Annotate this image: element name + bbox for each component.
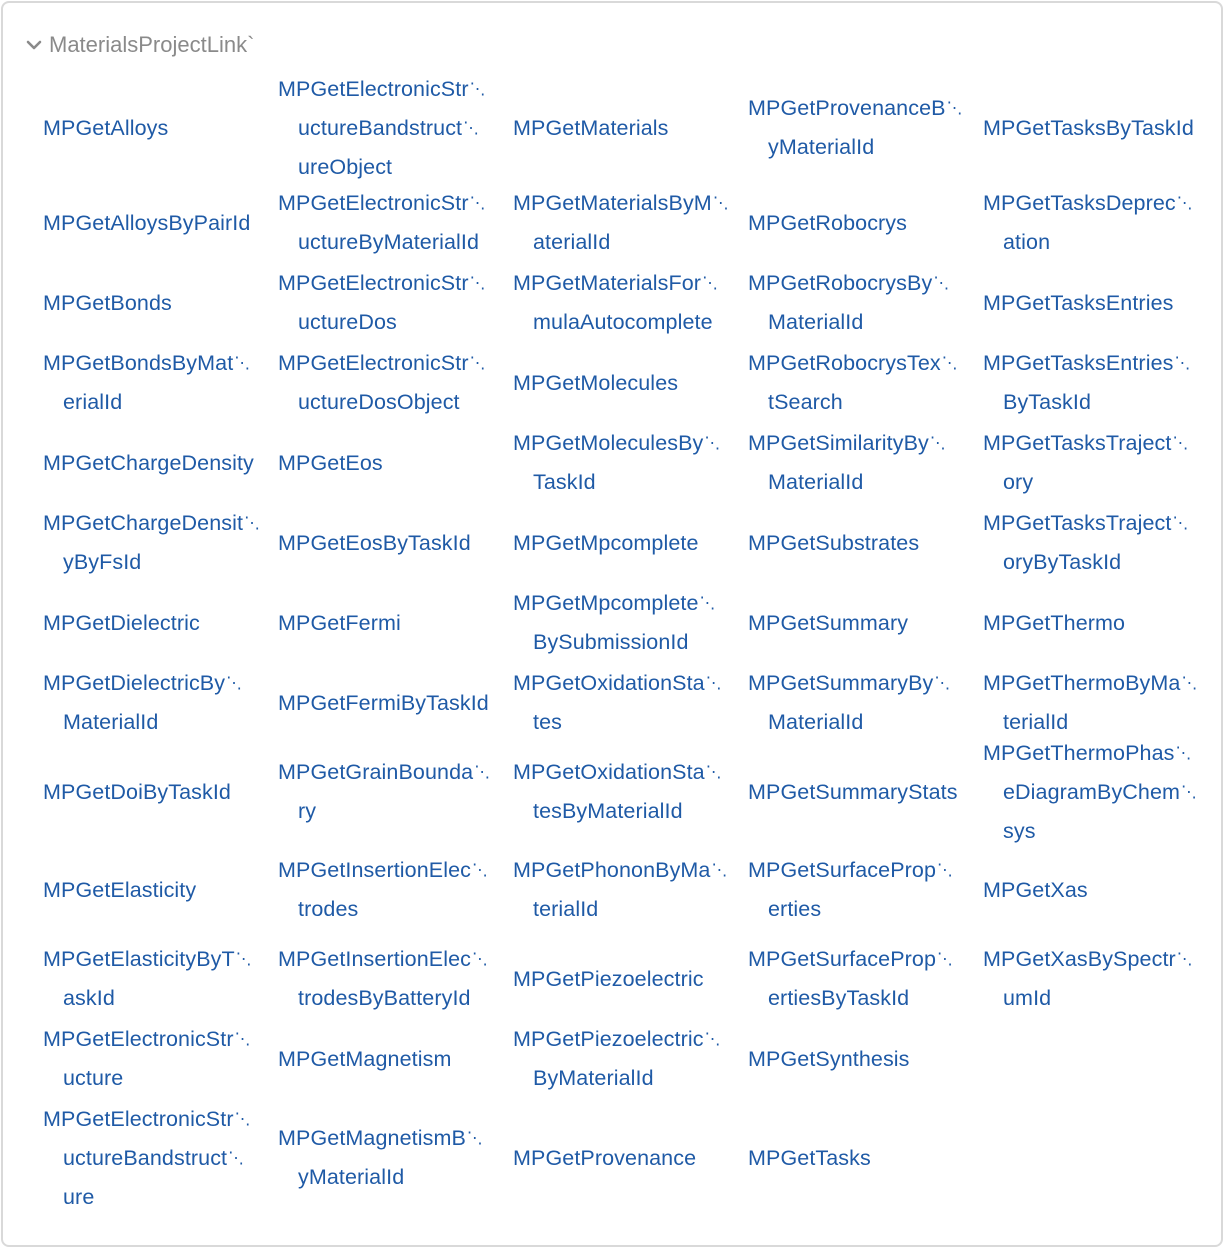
function-name-line: MPGetRobocrys [748,210,908,235]
function-name-line: uctureByMaterialId [298,230,480,254]
function-link[interactable] [983,345,1191,421]
function-cell [983,740,1223,843]
line-continuation-icon: ⋱ [705,675,722,692]
function-link[interactable] [748,205,907,242]
function-cell [513,263,748,343]
function-cell [43,841,278,939]
function-link[interactable] [983,505,1189,581]
function-cell [513,73,748,183]
function-name-line: ation [1003,230,1051,254]
function-name-line: tesByMaterialId [533,799,683,823]
function-name-line: ByMaterialId [533,1066,654,1090]
function-name-line: MPGetTasksTraject⋱ [983,511,1189,535]
function-link[interactable] [983,941,1193,1017]
function-link[interactable] [43,445,254,482]
function-link[interactable] [983,185,1193,261]
function-name-line: MPGetBonds [43,290,172,315]
function-cell [748,73,983,183]
function-name-line: trodes [298,897,359,921]
function-name-line: MPGetMoleculesBy⋱ [513,431,721,455]
function-name-line: MPGetDoiByTaskId [43,779,231,804]
function-cell [43,583,278,663]
function-name-line: tSearch [768,390,843,414]
line-continuation-icon: ⋱ [946,100,963,117]
function-name-line: MPGetProvenance [513,1145,697,1170]
line-continuation-icon: ⋱ [933,275,950,292]
function-name-line: MPGetTasksEntries [983,290,1174,315]
function-name-line: MPGetThermoByMa⋱ [983,671,1198,695]
function-link[interactable] [748,774,958,811]
function-name-line: MaterialId [63,710,159,734]
function-name-line: MPGetElasticityByT⋱ [43,947,252,971]
function-cell [748,939,983,1019]
function-name-line: MPGetSubstrates [748,530,920,555]
function-cell [983,263,1223,343]
function-name-line: MPGetPhononByMa⋱ [513,858,728,882]
function-name-line: MPGetPiezoelectric [513,966,704,991]
function-link[interactable] [43,774,231,811]
function-name-line: ry [298,799,317,823]
function-cell [748,183,983,263]
function-name-line: MPGetMaterials [513,115,669,140]
function-link[interactable] [748,852,953,928]
function-cell [278,73,513,183]
function-name-line: MPGetSurfaceProp⋱ [748,947,954,971]
line-continuation-icon: ⋱ [704,435,721,452]
function-cell [513,343,748,423]
function-name-line: terialId [1003,710,1069,734]
function-name-line: yMaterialId [768,135,875,159]
line-continuation-icon: ⋱ [469,80,486,98]
function-cell [983,503,1223,583]
function-name-line: MPGetDielectric [43,610,200,635]
function-link[interactable] [278,941,488,1017]
function-name-line: MPGetDielectricBy⋱ [43,671,243,695]
function-name-line: BySubmissionId [533,630,689,654]
function-name-line: MPGetEos [278,450,383,475]
function-name-line: aterialId [533,230,611,254]
function-cell [43,503,278,583]
function-cell [983,939,1223,1019]
function-link[interactable] [278,265,486,341]
function-link[interactable] [278,605,401,642]
function-name-line: MPGetTasksDeprec⋱ [983,191,1193,215]
line-continuation-icon: ⋱ [235,951,252,968]
function-name-line: MPGetElectronicStr⋱ [43,1106,251,1131]
function-name-line: MPGetBondsByMat⋱ [43,351,251,375]
function-cell [513,583,748,663]
line-continuation-icon: ⋱ [702,275,719,292]
function-name-line: MPGetTasksByTaskId [983,115,1194,140]
function-name-line: eDiagramByChem⋱ [1003,779,1198,804]
function-name-line: sys [1003,818,1036,843]
line-continuation-icon: ⋱ [469,195,486,212]
function-link[interactable] [983,110,1194,147]
package-title: MaterialsProjectLink` [49,32,255,57]
function-cell [748,263,983,343]
function-cell [748,841,983,939]
function-link[interactable] [513,365,678,402]
function-name-line: MPGetElectronicStr⋱ [278,191,486,215]
line-continuation-icon: ⋱ [234,1110,251,1128]
function-name-line: MPGetXasBySpectr⋱ [983,947,1193,971]
function-link[interactable] [278,71,486,186]
function-link[interactable] [983,285,1173,322]
function-cell [43,183,278,263]
function-cell [278,939,513,1019]
function-cell [278,1019,513,1099]
function-name-line: MPGetProvenanceB⋱ [748,96,963,120]
function-name-line: MPGetChargeDensit⋱ [43,511,261,535]
function-link[interactable] [513,425,721,501]
function-name-line: ucture [63,1066,124,1090]
package-toggle[interactable] [25,29,254,61]
function-name-line: umId [1003,986,1052,1010]
function-cell [748,423,983,503]
function-link[interactable] [983,872,1088,909]
function-link[interactable] [983,665,1198,741]
function-name-line: MPGetSummary [748,610,909,635]
function-name-line: MPGetFermiByTaskId [278,690,489,715]
line-continuation-icon: ⋱ [1176,195,1193,212]
function-cell [278,743,513,841]
function-cell [983,583,1223,663]
function-link[interactable] [748,90,963,166]
function-name-line: MPGetFermi [278,610,401,635]
function-name-line: ory [1003,470,1034,494]
function-link[interactable] [43,505,260,581]
function-link[interactable] [513,525,699,562]
function-link[interactable] [513,110,669,147]
function-name-line: MPGetElectronicStr⋱ [278,271,486,295]
line-continuation-icon: ⋱ [1181,675,1198,692]
line-continuation-icon: ⋱ [1172,515,1189,532]
function-name-line: uctureDos [298,310,397,334]
function-link[interactable] [43,285,172,322]
function-cell [983,183,1223,263]
function-cell [513,1099,748,1217]
line-continuation-icon: ⋱ [463,119,480,137]
function-cell [278,423,513,503]
function-link[interactable] [43,205,250,242]
function-link[interactable] [43,665,242,741]
line-continuation-icon: ⋱ [226,675,243,692]
function-cell [278,841,513,939]
function-cell [513,663,748,743]
function-link[interactable] [513,1140,696,1177]
package-function-panel [1,1,1223,1247]
function-name-line: ertiesByTaskId [768,986,910,1010]
function-name-line: MPGetMpcomplete⋱ [513,591,716,615]
function-cell [43,663,278,743]
function-name-line: uctureBandstruct⋱ [63,1145,245,1170]
function-name-line: erialId [63,390,123,414]
function-link[interactable] [278,1120,483,1196]
line-continuation-icon: ⋱ [1175,744,1192,762]
line-continuation-icon: ⋱ [705,764,722,781]
line-continuation-icon: ⋱ [699,595,716,612]
function-name-line: MaterialId [768,470,864,494]
function-cell [43,423,278,503]
function-cell [43,73,278,183]
function-link[interactable] [278,445,383,482]
function-link[interactable] [748,265,949,341]
line-continuation-icon: ⋱ [704,1031,721,1048]
function-cell [513,841,748,939]
function-name-line: askId [63,986,115,1010]
function-link[interactable] [43,345,250,421]
line-continuation-icon: ⋱ [941,355,958,372]
function-cell [278,343,513,423]
line-continuation-icon: ⋱ [474,764,491,781]
function-cell [748,743,983,841]
function-name-line: ureObject [298,154,393,179]
function-name-line: MPGetSimilarityBy⋱ [748,431,947,455]
function-cell [513,939,748,1019]
function-name-line: MPGetOxidationSta⋱ [513,671,722,695]
function-name-line: MPGetTasks [748,1145,871,1170]
function-cell [278,1099,513,1217]
function-name-line: MPGetElectronicStr⋱ [43,1027,251,1051]
function-link[interactable] [748,665,951,741]
function-cell [278,583,513,663]
function-name-line: MPGetXas [983,877,1088,902]
function-name-line: MPGetThermo [983,610,1126,635]
function-link[interactable] [748,1041,910,1078]
function-link[interactable] [278,525,471,562]
function-name-line: MPGetMaterialsByM⋱ [513,191,729,215]
line-continuation-icon: ⋱ [228,1149,245,1167]
function-name-line: MPGetMagnetismB⋱ [278,1126,484,1150]
function-link[interactable] [43,872,196,909]
line-continuation-icon: ⋱ [244,515,261,532]
function-cell [43,939,278,1019]
function-link[interactable] [278,185,486,261]
function-link[interactable] [983,735,1197,850]
function-cell [983,423,1223,503]
function-link[interactable] [43,110,168,147]
function-name-line: ByTaskId [1003,390,1092,414]
function-name-line: MPGetElectronicStr⋱ [278,351,486,375]
function-name-line: MPGetMolecules [513,370,679,395]
function-name-line: MPGetChargeDensity [43,450,254,475]
function-link[interactable] [43,941,252,1017]
function-name-line: erties [768,897,822,921]
function-link[interactable] [513,852,728,928]
function-name-line: MPGetSummaryStats [748,779,958,804]
function-name-line: MPGetGrainBounda⋱ [278,760,491,784]
function-cell [748,1019,983,1099]
function-cell [278,183,513,263]
function-link[interactable] [983,605,1125,642]
function-cell [43,743,278,841]
function-link[interactable] [513,585,716,661]
function-name-line: MPGetSynthesis [748,1046,910,1071]
function-cell [748,503,983,583]
function-link[interactable] [513,754,722,830]
line-continuation-icon: ⋱ [234,355,251,372]
function-name-line: MPGetEosByTaskId [278,530,471,555]
function-link[interactable] [43,605,200,642]
function-cell [513,1019,748,1099]
line-continuation-icon: ⋱ [469,275,486,292]
function-name-line: MPGetTasksEntries⋱ [983,351,1191,375]
function-cell [513,423,748,503]
line-continuation-icon: ⋱ [466,1130,484,1147]
function-name-line: mulaAutocomplete [533,310,713,334]
function-name-line: TaskId [533,470,596,494]
function-link[interactable] [43,1101,251,1216]
function-link[interactable] [278,685,489,722]
function-cell [748,583,983,663]
line-continuation-icon: ⋱ [937,862,954,879]
function-link[interactable] [278,345,486,421]
chevron-down-icon[interactable] [25,36,43,54]
function-name-line: MPGetInsertionElec⋱ [278,858,489,882]
function-grid [43,73,1223,1217]
function-cell [513,743,748,841]
function-name-line: oryByTaskId [1003,550,1122,574]
function-name-line: yByFsId [63,550,142,574]
function-cell [983,343,1223,423]
line-continuation-icon: ⋱ [1174,355,1191,372]
function-cell [43,263,278,343]
function-name-line: MPGetOxidationSta⋱ [513,760,722,784]
function-name-line: terialId [533,897,599,921]
line-continuation-icon: ⋱ [234,1031,251,1048]
line-continuation-icon: ⋱ [1181,783,1198,801]
function-name-line: MPGetAlloysByPairId [43,210,251,235]
function-link[interactable] [43,1021,251,1097]
function-link[interactable] [513,961,704,998]
function-link[interactable] [513,1021,721,1097]
function-name-line: MPGetElectronicStr⋱ [278,76,486,101]
function-link[interactable] [748,425,946,501]
function-name-line: MPGetElasticity [43,877,197,902]
function-name-line: yMaterialId [298,1165,405,1189]
function-cell [278,663,513,743]
function-name-line: MPGetMpcomplete [513,530,699,555]
function-name-line: MPGetMagnetism [278,1046,452,1071]
line-continuation-icon: ⋱ [472,951,489,968]
function-link[interactable] [748,345,958,421]
function-link[interactable] [278,852,488,928]
function-link[interactable] [513,185,729,261]
line-continuation-icon: ⋱ [469,355,486,372]
line-continuation-icon: ⋱ [937,951,954,968]
function-cell [748,343,983,423]
line-continuation-icon: ⋱ [1172,435,1189,452]
function-cell [43,1019,278,1099]
function-link[interactable] [748,941,953,1017]
function-name-line: MPGetRobocrysBy⋱ [748,271,950,295]
function-cell [278,503,513,583]
function-name-line: MPGetTasksTraject⋱ [983,431,1189,455]
function-cell [748,1099,983,1217]
function-cell [983,73,1223,183]
function-name-line: ure [63,1184,95,1209]
function-name-line: MaterialId [768,710,864,734]
function-cell [983,663,1223,743]
function-cell [513,183,748,263]
function-cell [43,1099,278,1217]
function-name-line: trodesByBatteryId [298,986,471,1010]
function-cell [513,503,748,583]
function-cell [43,343,278,423]
function-name-line: MPGetSummaryBy⋱ [748,671,951,695]
line-continuation-icon: ⋱ [711,862,728,879]
function-name-line: uctureBandstruct⋱ [298,115,480,140]
function-cell [983,841,1223,939]
function-cell [278,263,513,343]
function-name-line: MPGetMaterialsFor⋱ [513,271,719,295]
function-name-line: MPGetAlloys [43,115,169,140]
line-continuation-icon: ⋱ [472,862,489,879]
function-name-line: MPGetInsertionElec⋱ [278,947,489,971]
function-link[interactable] [748,525,919,562]
function-link[interactable] [748,1140,871,1177]
function-name-line: uctureDosObject [298,390,460,414]
function-name-line: tes [533,710,562,734]
line-continuation-icon: ⋱ [1176,951,1193,968]
function-name-line: MPGetThermoPhas⋱ [983,740,1192,765]
function-name-line: MPGetRobocrysTex⋱ [748,351,958,375]
function-link[interactable] [278,1041,451,1078]
function-name-line: MPGetSurfaceProp⋱ [748,858,954,882]
function-link[interactable] [748,605,908,642]
function-link[interactable] [513,265,718,341]
function-link[interactable] [278,754,490,830]
function-name-line: MPGetPiezoelectric⋱ [513,1027,721,1051]
function-cell [748,663,983,743]
function-link[interactable] [983,425,1189,501]
function-link[interactable] [513,665,722,741]
function-name-line: MaterialId [768,310,864,334]
line-continuation-icon: ⋱ [929,435,947,452]
line-continuation-icon: ⋱ [934,675,951,692]
line-continuation-icon: ⋱ [712,195,729,212]
